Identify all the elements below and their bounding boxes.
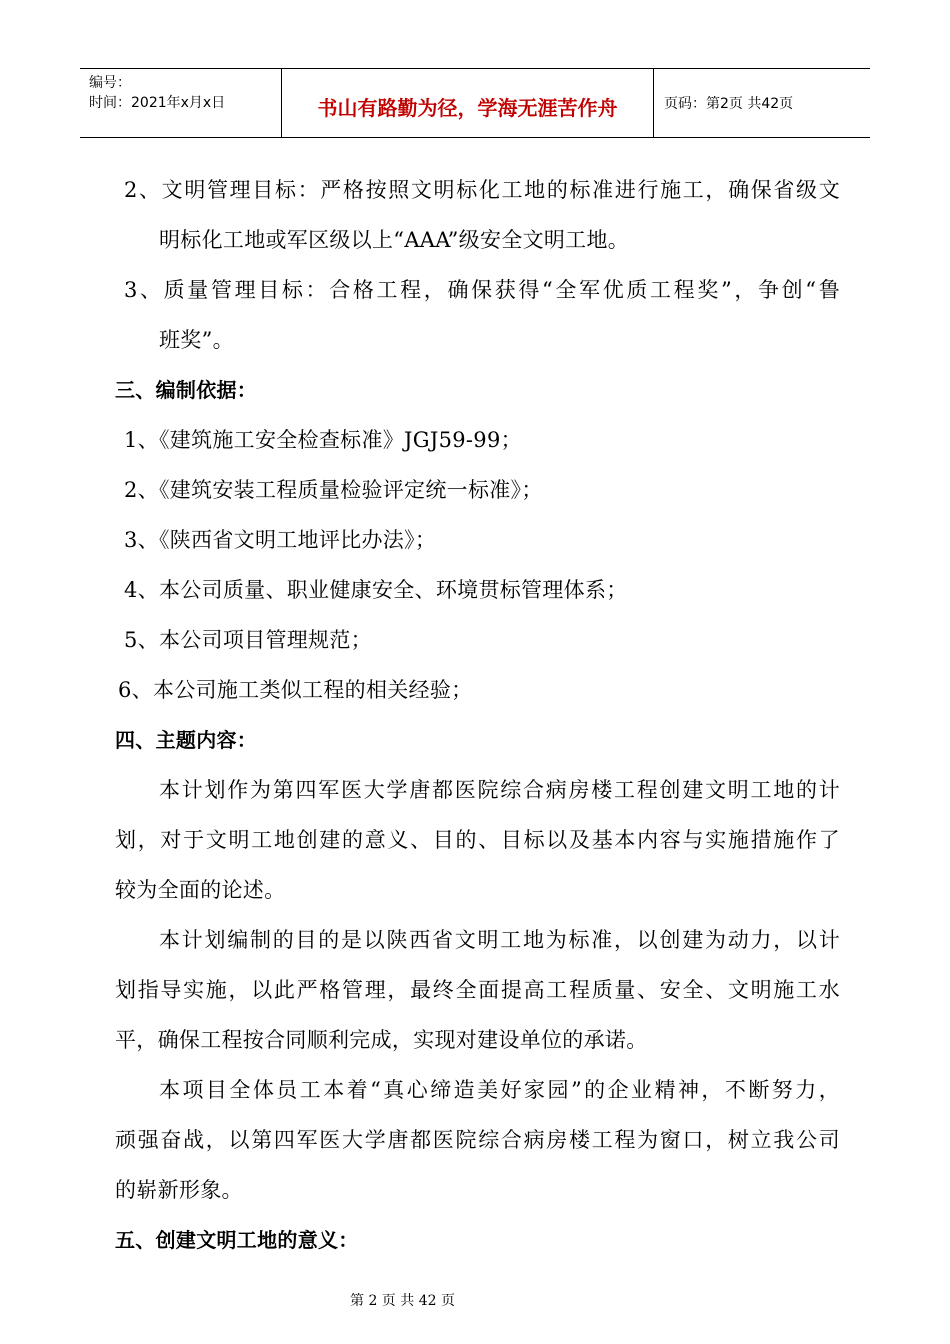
list-item: 4、本公司质量、职业健康安全、环境贯标管理体系；: [124, 578, 628, 602]
section-heading: 三、编制依据：: [115, 378, 258, 402]
document-body: [115, 165, 840, 1265]
page-header: [80, 68, 870, 138]
list-item: 6、本公司施工类似工程的相关经验；: [118, 678, 473, 702]
list-item: 1、《建筑施工安全检查标准》JGJ59-99；: [124, 428, 522, 452]
page-footer: 第 2 页 共 42 页: [350, 1293, 455, 1309]
text-line: 班奖”。: [159, 328, 234, 352]
header-motto: 书山有路勤为径，学海无涯苦作舟: [282, 69, 654, 137]
list-item: 5、本公司项目管理规范；: [124, 628, 372, 652]
text-line: 平，确保工程按合同顺利完成，实现对建设单位的承诺。: [115, 1028, 648, 1052]
list-item: 3、《陕西省文明工地评比办法》；: [124, 528, 437, 552]
section-heading: 四、主题内容：: [115, 728, 258, 752]
text-line: 3、质量管理目标：合格工程，确保获得“全军优质工程奖”，争创“鲁: [124, 278, 840, 302]
text-line: 本计划编制的目的是以陕西省文明工地为标准，以创建为动力，以计: [159, 928, 840, 952]
list-item: 2、《建筑安装工程质量检验评定统一标准》；: [124, 478, 543, 502]
text-line: 较为全面的论述。: [115, 878, 286, 902]
text-line: 本项目全体员工本着“真心缔造美好家园”的企业精神，不断努力，: [159, 1078, 840, 1102]
text-line: 本计划作为第四军医大学唐都医院综合病房楼工程创建文明工地的计: [159, 778, 840, 802]
text-line: 划指导实施，以此严格管理，最终全面提高工程质量、安全、文明施工水: [115, 978, 840, 1002]
time-label: 时间：2021年x月x日: [89, 95, 226, 111]
text-line: 明标化工地或军区级以上“AAA”级安全文明工地。: [159, 228, 630, 252]
text-line: 2、文明管理目标：严格按照文明标化工地的标准进行施工，确保省级文: [124, 178, 840, 202]
text-line: 划，对于文明工地创建的意义、目的、目标以及基本内容与实施措施作了: [115, 828, 840, 852]
section-heading: 五、创建文明工地的意义：: [115, 1228, 359, 1252]
header-meta: [80, 69, 282, 137]
text-line: 的崭新形象。: [115, 1178, 243, 1202]
header-page-info: 页码：第2页 共42页: [664, 96, 794, 112]
text-line: 顽强奋战，以第四军医大学唐都医院综合病房楼工程为窗口，树立我公司: [115, 1128, 840, 1152]
number-label: 编号：: [89, 75, 131, 91]
